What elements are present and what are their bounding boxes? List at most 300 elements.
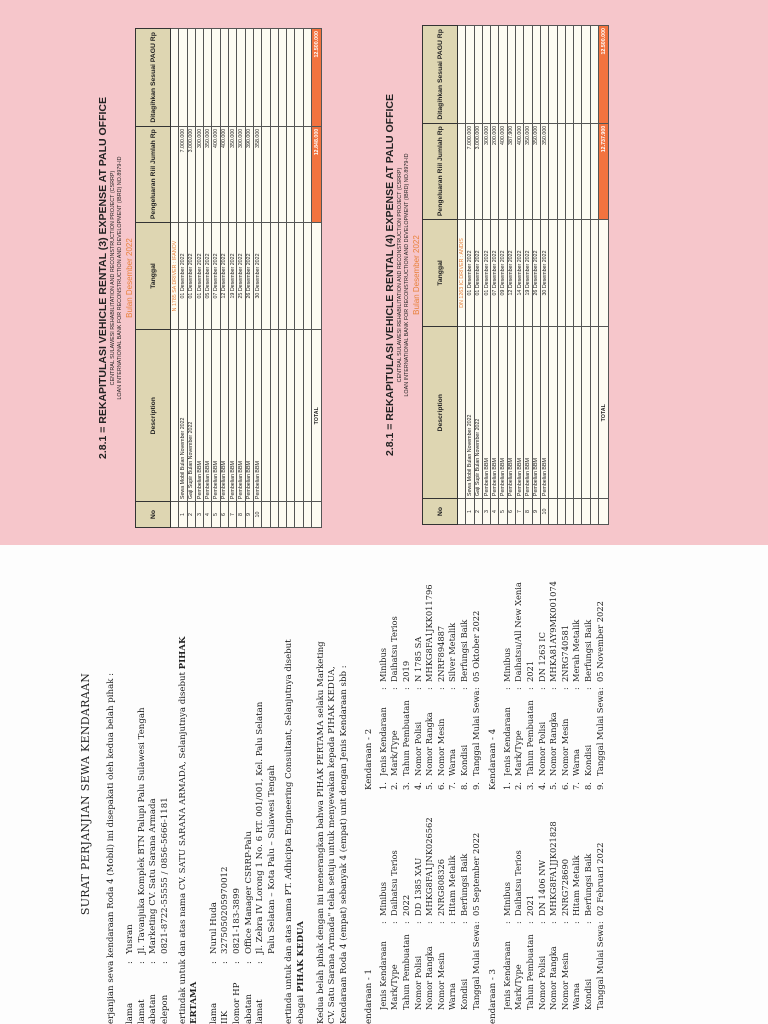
table-row — [179, 29, 187, 528]
cell-desc: Pembelian BBM — [204, 330, 212, 502]
colon: : — [501, 687, 512, 690]
cell-desc: Gaji Supir Bulan November 2022 — [187, 330, 195, 502]
cell-amount: 358.000 — [253, 126, 261, 222]
table-row — [220, 29, 228, 528]
colon: : — [559, 921, 570, 924]
note-bold: PIHAK — [177, 636, 188, 670]
table-row — [237, 29, 245, 528]
vehicle-field-label: Tanggal Mulai Sewa — [594, 924, 605, 1010]
vehicle-field-label: Nomor Polisi — [536, 721, 547, 776]
colon: : — [401, 921, 412, 924]
colon: : — [159, 961, 170, 964]
vehicle-field-value: 05 November 2022 — [594, 601, 605, 682]
vehicle-field-value: Berfungsi Baik — [582, 853, 593, 916]
vehicle-field-label: Nomor Polisi — [412, 721, 423, 776]
vehicle-field-value: Berfungsi Baik — [459, 853, 470, 916]
note-text: ertindak untuk dan atas nama CV. SATU SARANA ARMADA, Selanjutnya disebut — [177, 669, 188, 1024]
table-row — [195, 29, 203, 528]
driver-row — [171, 29, 179, 528]
party-one-details — [125, 564, 171, 1024]
table-row — [229, 29, 237, 528]
total-pagu: 12.500.000 — [312, 29, 322, 127]
total-pagu: 12.500.000 — [599, 26, 609, 124]
table-row — [270, 29, 278, 528]
vehicle-field-label: Nomor Mesin — [435, 718, 446, 776]
party-one-note — [178, 564, 201, 1024]
field-value: 0821-8722-55555 / 0856-5666-1181 — [159, 797, 170, 954]
vehicle-field-number — [583, 1010, 595, 1024]
cell-no: 5 — [499, 499, 507, 525]
cell-date: 12 Desember 2022 — [507, 219, 515, 327]
colon: : — [377, 687, 388, 690]
field-label: elepon — [159, 994, 170, 1024]
paragraph-line: CV. Satu Sarana Armada" telah setuju untuk menyewakan kepada PIHAK KEDUA, — [327, 666, 338, 1024]
colon: : — [412, 921, 423, 924]
vehicle-field-label: Warna — [447, 748, 458, 776]
vehicle-field-value: N 1785 SA — [412, 636, 423, 682]
cell-date: 30 Desember 2022 — [540, 219, 548, 327]
cell-date: 09 Desember 2022 — [499, 219, 507, 327]
cell-desc: Pembelian BBM — [532, 327, 540, 499]
cell-date: 30 Desember 2022 — [253, 222, 261, 330]
driver-row — [458, 26, 466, 525]
cell-desc: Pembelian BBM — [507, 327, 515, 499]
cell-desc: Pembelian BBM — [516, 327, 524, 499]
vehicle-field-label: Jenis Kendaraan — [501, 941, 512, 1010]
field-value: Jl. Tavanjuka Komplek BTN Palupi Palu Sulawesi Tengah — [136, 707, 147, 954]
rekap-sheet-1 — [95, 28, 395, 528]
field-value: Jl. Zebra IV Lorong 1 No. 6 RT. 001/001, Kel. Palu Selatan — [255, 701, 266, 954]
cell-no: 3 — [195, 502, 203, 528]
cell-date: 05 Desember 2022 — [204, 222, 212, 330]
cell-amount: 400.000 — [220, 126, 228, 222]
cell-date: 19 Desember 2022 — [229, 222, 237, 330]
colon: : — [424, 687, 435, 690]
field-value: 3275050205970012 — [220, 866, 231, 954]
vehicle-field-value: 05 September 2022 — [470, 832, 481, 916]
cell-no: 5 — [212, 502, 220, 528]
cell-no: 1 — [466, 499, 474, 525]
vehicle-field-label: Nomor Mesin — [435, 952, 446, 1010]
total-row — [312, 29, 322, 528]
colon: : — [447, 687, 458, 690]
vehicle-field-label: Jenis Kendaraan — [377, 707, 388, 776]
field-label: lamat — [255, 999, 266, 1024]
vehicle-field-number: 7. — [447, 782, 458, 790]
cell-date: 26 Desember 2022 — [245, 222, 253, 330]
rekap-subtitle: CENTRAL SULAWESI REHABILITATION AND RECONSTRUCTION PROJECT (CSRRP) — [397, 167, 403, 383]
field-label: abatan — [243, 994, 254, 1024]
vehicle-field-label: Jenis Kendaraan — [501, 707, 512, 776]
vehicle-field-value: 2NRG808326 — [435, 858, 446, 916]
paragraph-line: Kedua belah pihak dengan ini menerangkan bahwa PIHAK PERTAMA selaku Marketing — [315, 641, 326, 1024]
vehicle-field-label: Mark/Type — [513, 730, 524, 776]
vehicle-field-value: 2NRG728690 — [559, 858, 570, 916]
cell-date: 01 Desember 2022 — [187, 222, 195, 330]
col-pagu: Ditagihkan Sesuai PAGU Rp — [423, 26, 458, 124]
col-description: Description — [136, 330, 171, 502]
rekap-subtitle: LOAN INTERNATIONAL BANK FOR RECONSTRUCTION AND DEVELOPMENT (IBRD) NO.8979-ID — [117, 156, 123, 400]
field-value: Nurul Huda — [208, 902, 219, 954]
colon: : — [536, 687, 547, 690]
cell-amount: 3.000.000 — [187, 126, 195, 222]
vehicle-field-value: Hitam Metalik — [571, 855, 582, 916]
vehicle-field-value: 2019 — [401, 660, 412, 682]
cell-no: 9 — [532, 499, 540, 525]
cell-desc: Pembelian BBM — [499, 327, 507, 499]
cell-no: 2 — [187, 502, 195, 528]
table-row — [295, 29, 303, 528]
cell-amount: 400.000 — [499, 123, 507, 219]
vehicle-field-number: 7. — [571, 782, 582, 790]
vehicle-field-number — [525, 1010, 537, 1024]
rekap-table — [422, 25, 609, 525]
note-bold: ERTAMA — [189, 981, 200, 1024]
driver-label: N 1785 SA DRIVER : IFANOV — [171, 222, 179, 330]
vehicle-field-label: Tanggal Mulai Sewa — [470, 924, 481, 1010]
colon: : — [459, 921, 470, 924]
cell-no: 7 — [229, 502, 237, 528]
cell-desc: Pembelian BBM — [491, 327, 499, 499]
vehicle-field-label: Tanggal Mulai Sewa — [594, 690, 605, 776]
cell-no: 1 — [179, 502, 187, 528]
cell-amount: 387.900 — [507, 123, 515, 219]
vehicle-field-number — [389, 1010, 401, 1024]
field-label — [267, 964, 279, 1024]
table-row — [565, 26, 573, 525]
vehicle-field-number — [471, 1010, 483, 1024]
vehicle-field-value: Berfungsi Baik — [582, 619, 593, 682]
vehicle-field-number — [413, 1010, 425, 1024]
vehicle-field-number: 4. — [412, 782, 423, 790]
cell-amount: 400.000 — [516, 123, 524, 219]
colon: : — [582, 921, 593, 924]
cell-no: 6 — [220, 502, 228, 528]
vehicle-field-value: 05 Oktober 2022 — [470, 610, 481, 682]
note-text: ebagai — [295, 992, 306, 1024]
field-label: lomor HP — [231, 982, 242, 1024]
vehicle-field-value: DD 1385 XAU — [412, 857, 423, 916]
vehicle-field-value: Berfungsi Baik — [459, 619, 470, 682]
vehicle-field-value: MHKG8FA1JKK011796 — [424, 584, 435, 682]
vehicle-field-label: Warna — [571, 748, 582, 776]
vehicle-field-value: MHKA81AY9MK001074 — [548, 581, 559, 682]
vehicle-field-value: 02 Februari 2022 — [594, 842, 605, 916]
cell-desc: Pembelian BBM — [253, 330, 261, 502]
total-label: TOTAL — [599, 327, 609, 499]
vehicle-field-value: Merah Metalik — [571, 619, 582, 682]
colon: : — [582, 687, 593, 690]
cell-desc: Pembelian BBM — [229, 330, 237, 502]
vehicle-field-label: Nomor Mesin — [559, 952, 570, 1010]
table-row — [557, 26, 565, 525]
colon: : — [243, 961, 254, 964]
agreement-intro: erjanjian sewa kendaraan Roda 4 (Mobil) ini disepakati oleh kedua belah pihak : — [105, 672, 116, 1024]
vehicle-field-label: Nomor Rangka — [548, 712, 559, 776]
vehicle-field-value: DN 1406 NW — [536, 859, 547, 916]
field-value: 0821-183-3899 — [231, 888, 242, 954]
colon: : — [435, 687, 446, 690]
total-riil: 12.848.000 — [312, 126, 322, 222]
vehicle-block — [482, 798, 606, 1024]
colon: : — [470, 687, 481, 690]
vehicle-field-value: Daihatsu Terios — [389, 616, 400, 682]
vehicle-field-number — [447, 1010, 459, 1024]
vehicle-field-label: Mark/Type — [389, 964, 400, 1010]
vehicle-field-value: Minibus — [377, 647, 388, 682]
cell-desc: Pembelian BBM — [212, 330, 220, 502]
colon: : — [571, 687, 582, 690]
vehicle-field-label: Jenis Kendaraan — [377, 941, 388, 1010]
cell-desc: Pembelian BBM — [245, 330, 253, 502]
vehicle-details — [502, 564, 606, 790]
vehicle-field-label: Nomor Polisi — [536, 955, 547, 1010]
colon: : — [424, 921, 435, 924]
cell-date: 26 Desember 2022 — [532, 219, 540, 327]
vehicle-details — [502, 798, 606, 1024]
colon: : — [501, 921, 512, 924]
rekap-table — [135, 28, 322, 528]
vehicle-field-label: Warna — [571, 982, 582, 1010]
vehicle-field-number: 9. — [594, 782, 605, 790]
colon: : — [513, 687, 524, 690]
vehicle-details — [378, 564, 482, 790]
cell-no: 6 — [507, 499, 515, 525]
cell-desc: Sewa Mobil Bulan November 2022 — [179, 330, 187, 502]
vehicle-field-value: 2021 — [525, 660, 535, 682]
table-row — [466, 26, 474, 525]
colon: : — [548, 921, 559, 924]
table-row — [540, 26, 548, 525]
driver-label: DN 1263 IC DRIVER : ANDIS — [458, 219, 466, 327]
vehicle-field-label: Mark/Type — [389, 730, 400, 776]
cell-date: 12 Desember 2022 — [220, 222, 228, 330]
cell-amount: 200.000 — [491, 123, 499, 219]
table-row — [499, 26, 507, 525]
vehicle-field-label: Kondisi — [459, 744, 470, 776]
vehicle-field-number: 2. — [513, 782, 524, 790]
table-row — [590, 26, 598, 525]
colon: : — [220, 961, 231, 964]
vehicle-field-number — [595, 1010, 607, 1024]
table-row — [212, 29, 220, 528]
cell-amount: 300.000 — [237, 126, 245, 222]
rekap-subtitle: LOAN INTERNATIONAL BANK FOR RECONSTRUCTION AND DEVELOPMENT (IBRD) NO.8979-ID — [404, 153, 410, 397]
cell-no: 8 — [237, 502, 245, 528]
vehicle-field-number: 1. — [377, 782, 388, 790]
cell-desc: Pembelian BBM — [220, 330, 228, 502]
cell-desc: Pembelian BBM — [237, 330, 245, 502]
colon: : — [594, 687, 605, 690]
col-riil: Pengeluaran Riil Jumlah Rp — [423, 123, 458, 219]
vehicle-field-number — [537, 1010, 549, 1024]
colon: : — [513, 921, 524, 924]
vehicle-block — [358, 564, 482, 790]
vehicle-field-value: MHKG8FA1JJK021828 — [548, 821, 559, 916]
cell-no: 10 — [253, 502, 261, 528]
colon: : — [389, 921, 400, 924]
vehicle-field-number: 3. — [525, 782, 535, 790]
cell-date: 25 Desember 2022 — [237, 222, 245, 330]
col-pagu: Ditagihkan Sesuai PAGU Rp — [136, 29, 171, 127]
colon: : — [377, 921, 388, 924]
vehicle-field-value: 2NRF894887 — [435, 625, 446, 682]
cell-desc: Pembelian BBM — [524, 327, 532, 499]
vehicle-block — [482, 564, 606, 790]
cell-desc: Sewa Mobil Bulan November 2022 — [466, 327, 474, 499]
vehicle-heading: endaraan - 1 — [364, 969, 375, 1024]
col-tanggal: Tanggal — [136, 222, 171, 330]
vehicle-field-label: Tahun Pembuatan — [401, 700, 412, 776]
vehicle-field-number — [401, 1010, 413, 1024]
note-bold: PIHAK KEDUA — [295, 921, 306, 993]
vehicle-field-number — [424, 1010, 436, 1024]
colon: : — [231, 961, 242, 964]
cell-date: 01 Desember 2022 — [179, 222, 187, 330]
note-text: ertinda untuk dan atas nama PT. Adhicipta Engineering Consultant, Selanjutnya disebut — [284, 639, 295, 1024]
cell-amount: 3.000.000 — [474, 123, 482, 219]
colon: : — [389, 687, 400, 690]
cell-amount: 400.000 — [212, 126, 220, 222]
table-header-row — [136, 29, 171, 528]
vehicle-field-label: Kondisi — [582, 744, 593, 776]
vehicle-block — [358, 798, 482, 1024]
vehicle-field-label: Tahun Pembuatan — [525, 934, 535, 1010]
table-row — [482, 26, 490, 525]
vehicle-field-number: 1. — [501, 782, 512, 790]
vehicle-field-value: Minibus — [377, 881, 388, 916]
colon: : — [255, 961, 266, 964]
vehicle-field-label: Tahun Pembuatan — [525, 700, 535, 776]
colon: : — [447, 921, 458, 924]
cell-desc: Pembelian BBM — [482, 327, 490, 499]
vehicle-heading: Kendaraan - 2 — [364, 728, 375, 790]
vehicle-field-number: 5. — [548, 782, 559, 790]
table-row — [574, 26, 582, 525]
vehicle-field-number — [502, 1010, 514, 1024]
cell-no: 7 — [516, 499, 524, 525]
agreement-paragraph — [316, 564, 351, 1024]
vehicle-field-label: Nomor Rangka — [548, 946, 559, 1010]
table-row — [524, 26, 532, 525]
field-label: lama — [125, 1002, 136, 1024]
vehicle-heading: Kendaraan - 4 — [488, 728, 499, 790]
table-row — [287, 29, 295, 528]
cell-amount: 300.000 — [482, 123, 490, 219]
cell-amount: 350.000 — [524, 123, 532, 219]
paragraph-line: Kendaraan Roda 4 (empat) sebanyak 4 (empat) unit dengan Jenis Kendaraan sbb : — [338, 665, 349, 1024]
colon: : — [470, 921, 481, 924]
vehicle-field-value: Daihatsu/All New Xenia — [513, 582, 524, 682]
cell-no: 3 — [482, 499, 490, 525]
cell-date: 01 Desember 2022 — [474, 219, 482, 327]
table-row — [253, 29, 261, 528]
colon: : — [536, 921, 547, 924]
vehicle-field-number: 5. — [424, 782, 435, 790]
cell-amount: 390.000 — [245, 126, 253, 222]
col-no: No — [136, 502, 171, 528]
vehicle-field-number: 9. — [470, 782, 481, 790]
vehicle-field-number — [571, 1010, 583, 1024]
colon: : — [435, 921, 446, 924]
cell-desc: Pembelian BBM — [540, 327, 548, 499]
total-label: TOTAL — [312, 330, 322, 502]
field-label: IIK — [220, 1010, 231, 1024]
vehicle-field-label: Tahun Pembuatan — [401, 934, 412, 1010]
vehicle-field-number: 2. — [389, 782, 400, 790]
vehicle-field-number: 6. — [435, 782, 446, 790]
table-row — [262, 29, 270, 528]
vehicle-field-label: Nomor Polisi — [412, 955, 423, 1010]
cell-desc: Gaji Supir Bulan November 2022 — [474, 327, 482, 499]
rekap-title: 2.8.1 = REKAPITULASI VEHICLE RENTAL (4) EXPENSE AT PALU OFFICE — [384, 94, 396, 457]
vehicle-field-value: Daihatsu Terios — [389, 850, 400, 916]
vehicle-details — [378, 798, 482, 1024]
vehicle-field-label: Nomor Rangka — [424, 946, 435, 1010]
cell-amount: 350.000 — [540, 123, 548, 219]
vehicle-field-value: 2021 — [525, 894, 535, 916]
cell-amount: 7.000.000 — [466, 123, 474, 219]
rekap-sheet-2 — [382, 25, 682, 525]
party-two-note — [284, 564, 307, 1024]
table-row — [245, 29, 253, 528]
vehicle-field-number — [436, 1010, 448, 1024]
vehicle-field-label: Nomor Rangka — [424, 712, 435, 776]
rekap-title: 2.8.1 = REKAPITULASI VEHICLE RENTAL (3) EXPENSE AT PALU OFFICE — [97, 97, 109, 460]
vehicle-field-label: Nomor Mesin — [559, 718, 570, 776]
col-no: No — [423, 499, 458, 525]
vehicle-list — [358, 564, 606, 1024]
colon: : — [148, 961, 159, 964]
colon: : — [525, 921, 535, 924]
rekap-month: Bulan Desember 2022 — [412, 235, 421, 315]
party-two-details — [209, 564, 279, 1024]
vehicle-field-label: Kondisi — [459, 978, 470, 1010]
field-value: Office Manager CSRRP-Palu — [243, 831, 254, 954]
cell-date: 14 Desember 2022 — [516, 219, 524, 327]
total-row — [599, 26, 609, 525]
vehicle-field-number: 8. — [459, 782, 470, 790]
cell-date: 01 Desember 2022 — [466, 219, 474, 327]
field-value: Yusran — [125, 924, 136, 954]
vehicle-field-number — [560, 1010, 572, 1024]
field-value: Palu Selatan – Kota Palu – Sulawesi Tengah — [266, 765, 277, 954]
vehicle-field-value: Silver Metalik — [447, 622, 458, 682]
field-value: Marketing CV. Satu Sarana Armada — [148, 798, 159, 954]
colon: : — [136, 961, 147, 964]
vehicle-field-value: DN 1263 IC — [536, 632, 547, 682]
cell-desc: Pembelian BBM — [195, 330, 203, 502]
col-tanggal: Tanggal — [423, 219, 458, 327]
colon: : — [412, 687, 423, 690]
field-label: lama — [208, 1002, 219, 1024]
rekap-subtitle: CENTRAL SULAWESI REHABILITATION AND RECONSTRUCTION PROJECT (CSRRP) — [110, 170, 116, 386]
colon: : — [401, 687, 412, 690]
agreement-title: SURAT PERJANJIAN SEWA KENDARAAN — [79, 672, 92, 916]
field-label: lamat — [136, 999, 147, 1024]
colon: : — [125, 961, 136, 964]
cell-no: 4 — [491, 499, 499, 525]
cell-no: 8 — [524, 499, 532, 525]
table-row — [187, 29, 195, 528]
vehicle-field-number — [459, 1010, 471, 1024]
vehicle-field-value: Minibus — [501, 647, 512, 682]
table-row — [491, 26, 499, 525]
total-riil: 12.737.900 — [599, 123, 609, 219]
vehicle-field-label: Warna — [447, 982, 458, 1010]
col-riil: Pengeluaran Riil Jumlah Rp — [136, 126, 171, 222]
colon: : — [559, 687, 570, 690]
